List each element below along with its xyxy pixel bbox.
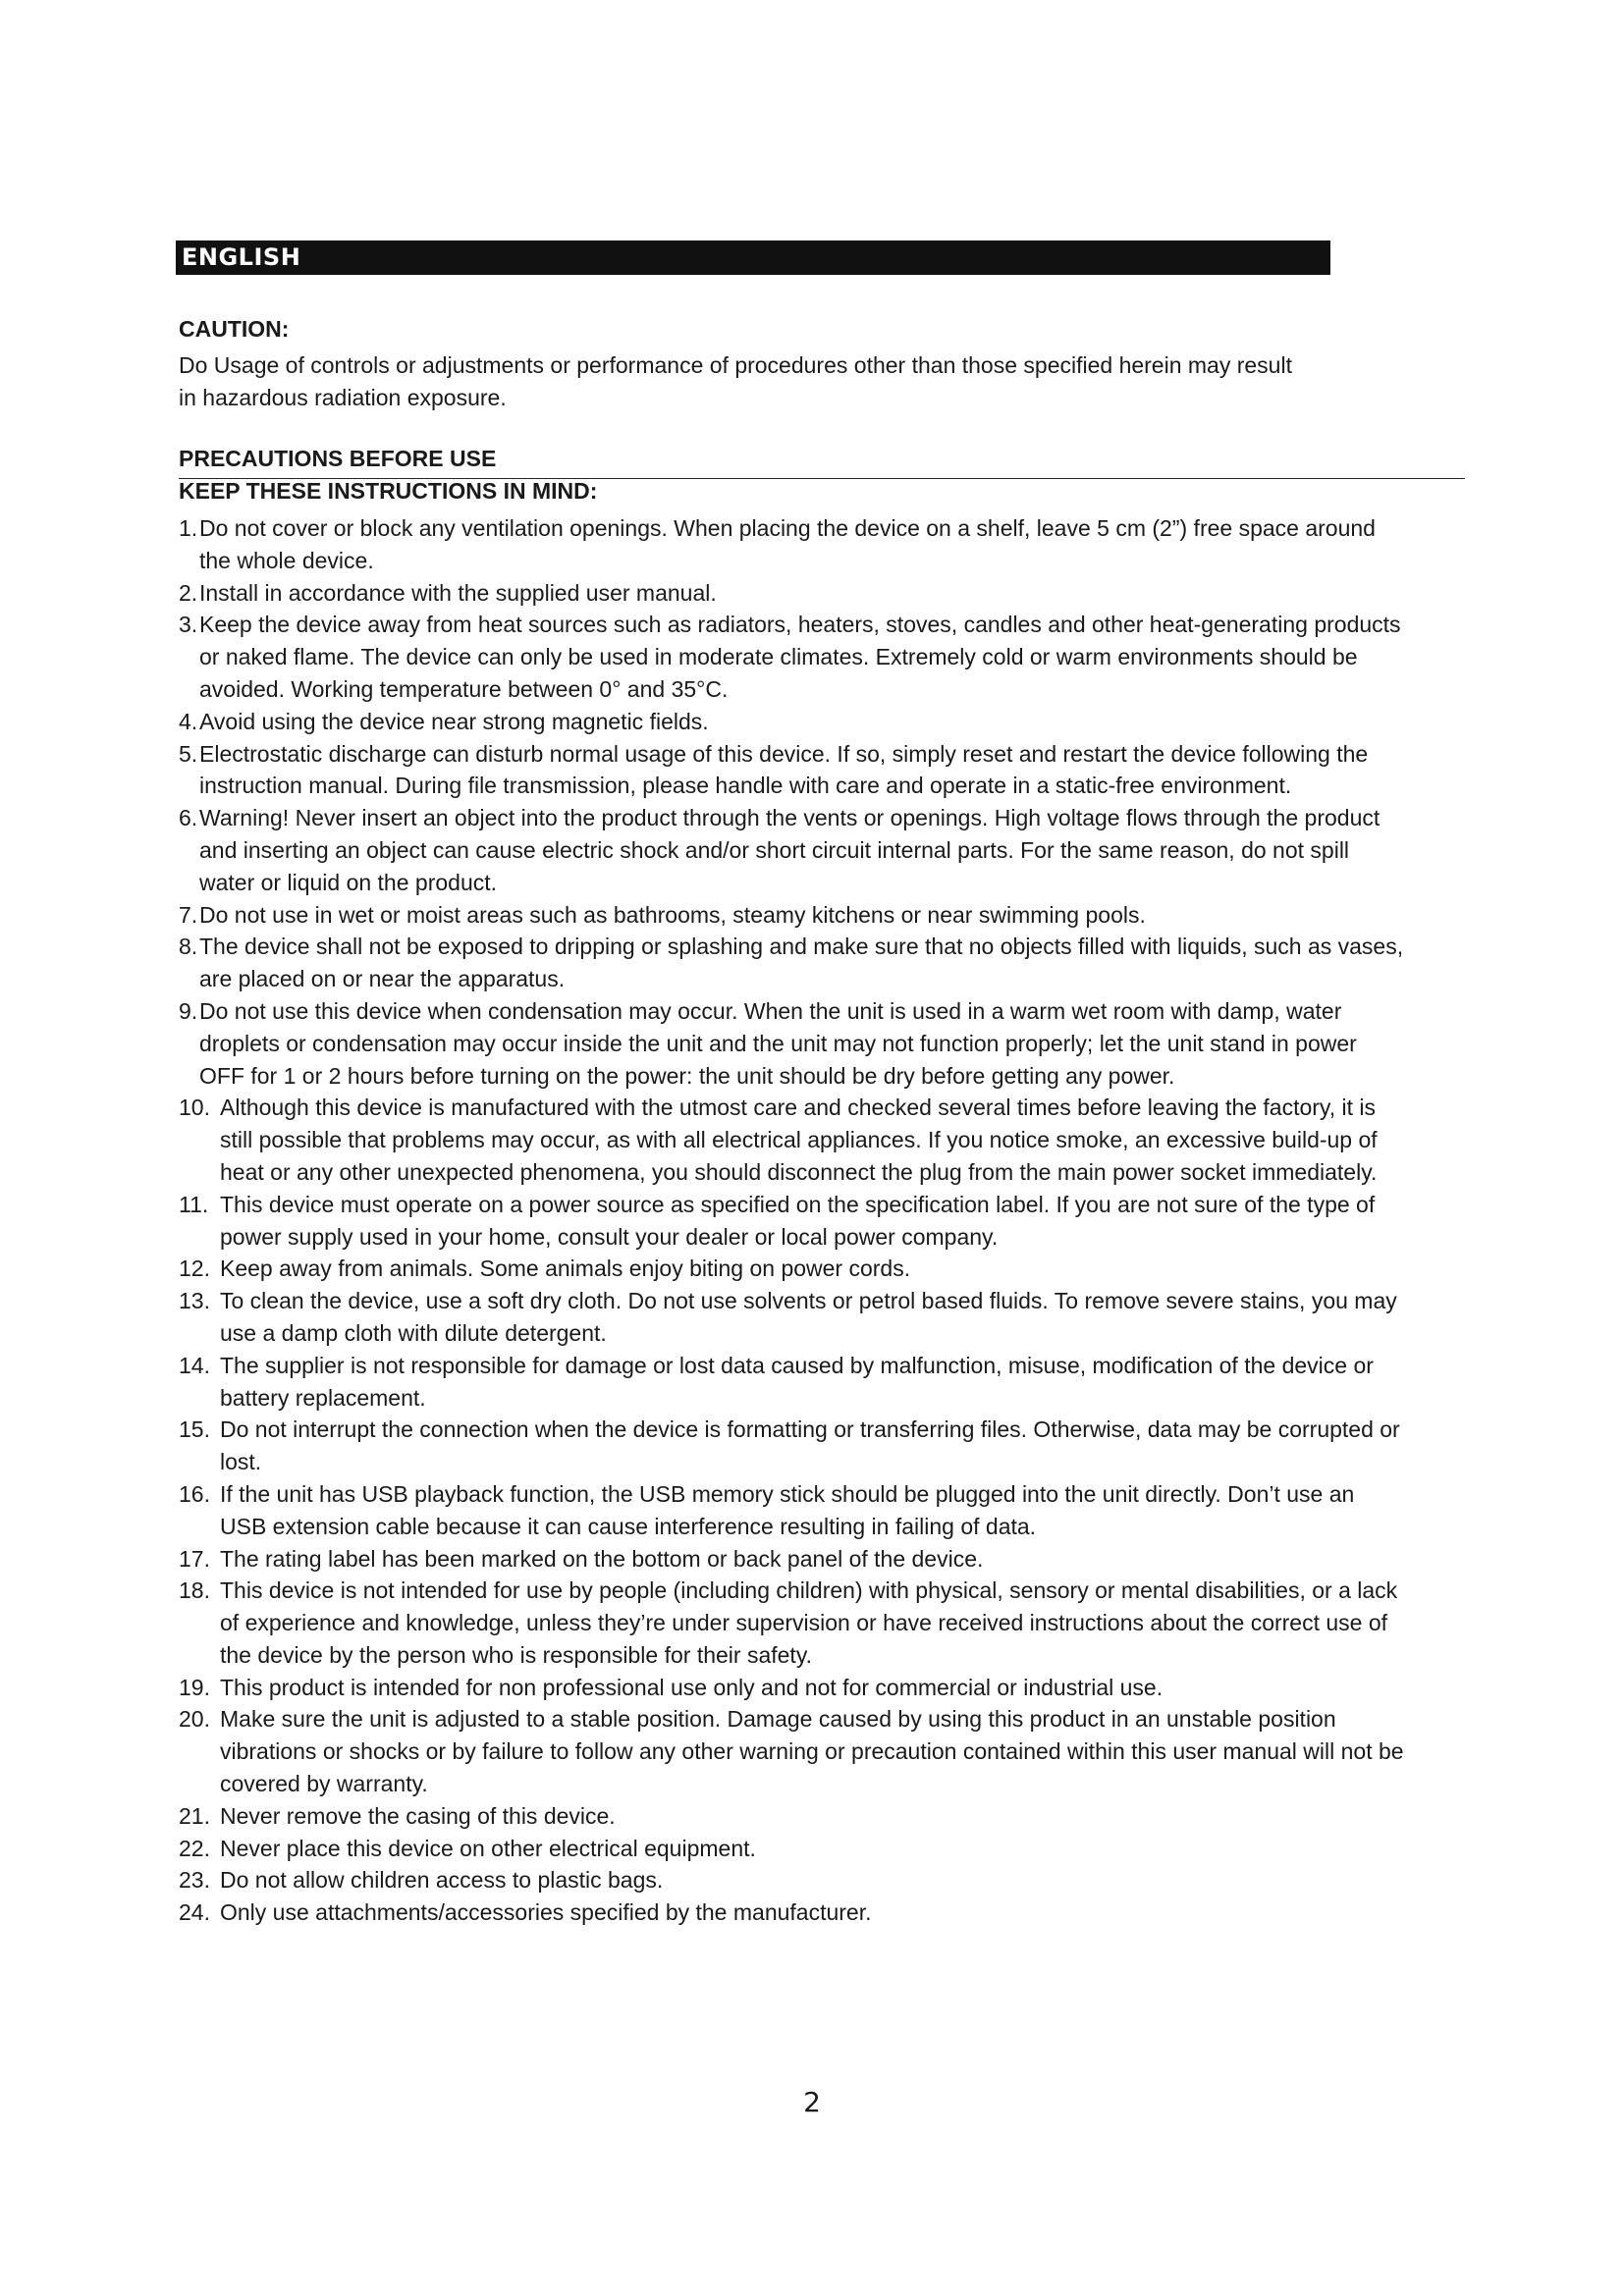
- precaution-text: Install in accordance with the supplied user manual.: [199, 579, 717, 606]
- precaution-item: [179, 1543, 1406, 1575]
- precaution-number: 2.: [179, 579, 198, 606]
- precaution-item: [179, 738, 1406, 803]
- precaution-item: [179, 931, 1406, 995]
- precaution-text: Keep the device away from heat sources such as radiators, heaters, stoves, candles and other heat-generating products or naked flame. The device can only be used in moderate climates. Extremely cold or warm environments should be avoided. Working temperature between 0° and 35°C.: [199, 612, 1401, 702]
- precaution-text: Only use attachments/accessories specified by the manufacturer.: [220, 1899, 872, 1926]
- precaution-number: 17.: [179, 1545, 210, 1572]
- precaution-item: [179, 1896, 1406, 1929]
- precaution-item: [179, 802, 1406, 898]
- precaution-text: The supplier is not responsible for damage or lost data caused by malfunction, misuse, modification of the device or battery replacement.: [220, 1352, 1374, 1411]
- precaution-text: This product is intended for non professional use only and not for commercial or industrial use.: [220, 1674, 1164, 1700]
- precaution-text: The device shall not be exposed to dripping or splashing and make sure that no objects filled with liquids, such as vases, are placed on or near the apparatus.: [199, 934, 1404, 992]
- precautions-title: PRECAUTIONS BEFORE USE: [179, 446, 497, 471]
- caution-text: Do Usage of controls or adjustments or performance of procedures other than those specified herein may result in hazardous radiation exposure.: [179, 352, 1292, 410]
- precaution-text: Keep away from animals. Some animals enjoy biting on power cords.: [220, 1255, 911, 1282]
- precaution-item: [179, 1092, 1406, 1188]
- precaution-item: [179, 1253, 1406, 1285]
- precaution-number: 22.: [179, 1835, 210, 1861]
- precaution-number: 20.: [179, 1706, 210, 1733]
- precaution-text: Warning! Never insert an object into the product through the vents or openings. High voltage flows through the product and inserting an object can cause electric shock and/or short circuit internal parts. For the same reason, do not spill water or liquid on the product.: [199, 805, 1380, 895]
- precaution-number: 21.: [179, 1802, 210, 1829]
- precaution-item: [179, 1575, 1406, 1671]
- precaution-text: Never place this device on other electrical equipment.: [220, 1835, 756, 1861]
- precaution-item: [179, 1478, 1406, 1543]
- precaution-number: 7.: [179, 901, 198, 928]
- precaution-number: 18.: [179, 1577, 210, 1604]
- precaution-item: [179, 1285, 1406, 1350]
- precaution-text: Avoid using the device near strong magnetic fields.: [199, 708, 709, 734]
- precaution-number: 13.: [179, 1288, 210, 1314]
- precaution-number: 16.: [179, 1480, 210, 1507]
- precaution-item: [179, 1703, 1406, 1799]
- precaution-text: Do not interrupt the connection when the device is formatting or transferring files. Otherwise, data may be corrupted or lost.: [220, 1416, 1400, 1475]
- precaution-number: 10.: [179, 1095, 210, 1121]
- precaution-item: [179, 609, 1406, 705]
- precaution-item: [179, 1672, 1406, 1704]
- precautions-list: [179, 512, 1406, 1929]
- precaution-item: [179, 1833, 1406, 1865]
- precaution-item: [179, 995, 1406, 1092]
- precaution-text: Do not cover or block any ventilation openings. When placing the device on a shelf, leave 5 cm (2”) free space around the whole device.: [199, 515, 1376, 573]
- precaution-item: [179, 577, 1406, 610]
- precaution-number: 19.: [179, 1674, 210, 1700]
- page-number: 2: [803, 2086, 821, 2118]
- precaution-text: Do not use this device when condensation may occur. When the unit is used in a warm wet room with damp, water droplets or condensation may occur inside the unit and the unit may not function properly; let the unit stand in power OFF for 1 or 2 hours before turning on the power: the unit should be dry before getting any power.: [199, 997, 1357, 1089]
- precaution-item: [179, 1189, 1406, 1254]
- language-label: ENGLISH: [182, 243, 301, 271]
- precaution-text: Although this device is manufactured with the utmost care and checked several times before leaving the factory, it is still possible that problems may occur, as with all electrical appliances. If you notice smoke, an excessive build-up of heat or any other unexpected phenomena, you should disconnect the plug from the main power socket immediately.: [220, 1095, 1378, 1185]
- precaution-item: [179, 706, 1406, 738]
- precaution-text: The rating label has been marked on the bottom or back panel of the device.: [220, 1545, 984, 1572]
- language-header-bar: [176, 240, 1330, 275]
- precaution-item: [179, 1414, 1406, 1478]
- precaution-item: [179, 1800, 1406, 1833]
- precaution-text: Make sure the unit is adjusted to a stable position. Damage caused by using this product in an unstable position vibrations or shocks or by failure to follow any other warning or precaution contained within this user manual will not be covered by warranty.: [220, 1706, 1404, 1797]
- caution-title: CAUTION:: [179, 316, 290, 342]
- precaution-number: 14.: [179, 1352, 210, 1378]
- instructions-subtitle: KEEP THESE INSTRUCTIONS IN MIND:: [179, 478, 598, 504]
- precaution-number: 12.: [179, 1255, 210, 1282]
- precaution-text: Do not use in wet or moist areas such as bathrooms, steamy kitchens or near swimming pools.: [199, 901, 1146, 928]
- precaution-number: 4.: [179, 708, 198, 734]
- precaution-number: 1.: [179, 515, 198, 541]
- precaution-item: [179, 1350, 1406, 1415]
- precaution-text: If the unit has USB playback function, the USB memory stick should be plugged into the unit directly. Don’t use an USB extension cable because it can cause interference resulting in failing of data.: [220, 1480, 1355, 1539]
- precaution-item: [179, 899, 1406, 932]
- precaution-text: Do not allow children access to plastic bags.: [220, 1867, 664, 1894]
- precaution-number: 24.: [179, 1899, 210, 1926]
- precaution-text: Electrostatic discharge can disturb normal usage of this device. If so, simply reset and restart the device following the instruction manual. During file transmission, please handle with care and operate in a static-free environment.: [199, 740, 1369, 799]
- precaution-number: 9.: [179, 997, 198, 1024]
- precaution-text: Never remove the casing of this device.: [220, 1802, 616, 1829]
- precaution-number: 6.: [179, 805, 198, 831]
- precaution-number: 15.: [179, 1416, 210, 1443]
- precaution-text: This device is not intended for use by people (including children) with physical, sensory or mental disabilities, or a lack of experience and knowledge, unless they’re under supervision or have received instructions about the correct use of the device by the person who is responsible for their safety.: [220, 1577, 1398, 1668]
- precaution-number: 5.: [179, 740, 198, 767]
- precaution-text: This device must operate on a power source as specified on the specification label. If you are not sure of the type of power supply used in your home, consult your dealer or local power company.: [220, 1191, 1376, 1250]
- precaution-number: 3.: [179, 612, 198, 638]
- precaution-number: 8.: [179, 934, 198, 960]
- precaution-item: [179, 512, 1406, 577]
- precaution-number: 23.: [179, 1867, 210, 1894]
- precaution-item: [179, 1864, 1406, 1896]
- precaution-text: To clean the device, use a soft dry cloth. Do not use solvents or petrol based fluids. To remove severe stains, you may use a damp cloth with dilute detergent.: [220, 1288, 1397, 1346]
- precaution-number: 11.: [179, 1191, 209, 1217]
